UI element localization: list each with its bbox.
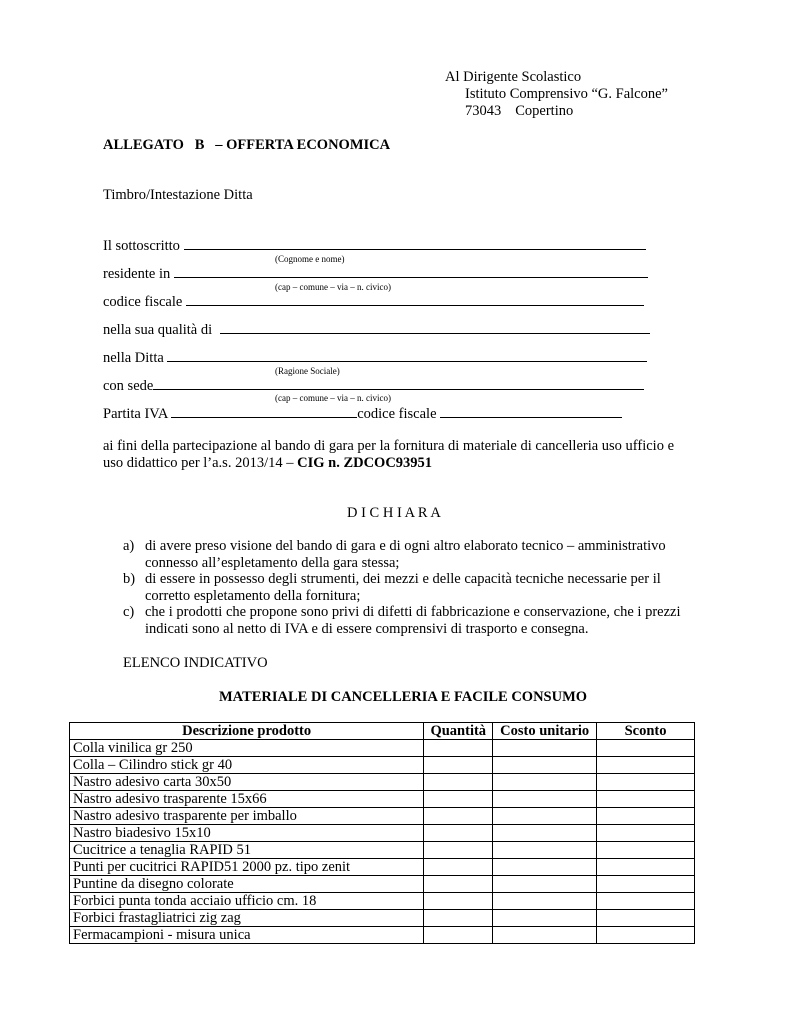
product-description-cell: Nastro biadesivo 15x10 xyxy=(70,825,424,842)
product-description-cell: Forbici punta tonda acciaio ufficio cm. 18 xyxy=(70,893,424,910)
discount-cell[interactable] xyxy=(597,893,695,910)
table-row xyxy=(70,893,695,910)
discount-cell[interactable] xyxy=(597,910,695,927)
table-row xyxy=(70,808,695,825)
table-row xyxy=(70,910,695,927)
header-quantita: Quantità xyxy=(424,723,493,740)
unit-cost-cell[interactable] xyxy=(493,927,597,944)
discount-cell[interactable] xyxy=(597,808,695,825)
quantity-cell[interactable] xyxy=(424,791,493,808)
discount-cell[interactable] xyxy=(597,859,695,876)
table-row xyxy=(70,825,695,842)
field-sottoscritto xyxy=(103,237,646,255)
declaration-item xyxy=(123,604,703,637)
field-sottoscritto-label: Il sottoscritto xyxy=(103,238,180,254)
product-description-cell: Colla vinilica gr 250 xyxy=(70,740,424,757)
unit-cost-cell[interactable] xyxy=(493,740,597,757)
discount-cell[interactable] xyxy=(597,740,695,757)
qualita-line[interactable] xyxy=(220,321,650,334)
unit-cost-cell[interactable] xyxy=(493,757,597,774)
items-table xyxy=(69,722,695,944)
unit-cost-cell[interactable] xyxy=(493,910,597,927)
cig-code: CIG n. ZDCOC93951 xyxy=(297,455,433,471)
product-description-cell: Colla – Cilindro stick gr 40 xyxy=(70,757,424,774)
list-heading: ELENCO INDICATIVO xyxy=(123,655,268,671)
field-sede-label: con sede xyxy=(103,378,154,394)
residente-hint: (cap – comune – via – n. civico) xyxy=(275,282,391,292)
declaration-mark: a) xyxy=(123,538,135,554)
declaration-line: di avere preso visione del bando di gara e di ogni altro elaborato tecnico – amministrativo xyxy=(145,538,666,554)
discount-cell[interactable] xyxy=(597,927,695,944)
sede-line[interactable] xyxy=(153,377,644,390)
quantity-cell[interactable] xyxy=(424,825,493,842)
field-residente xyxy=(103,265,648,283)
page-title: ALLEGATO B – OFFERTA ECONOMICA xyxy=(103,137,391,153)
field-partita-iva xyxy=(103,405,622,423)
stamp-label: Timbro/Intestazione Ditta xyxy=(103,187,253,203)
unit-cost-cell[interactable] xyxy=(493,893,597,910)
addressee-line2: Istituto Comprensivo “G. Falcone” xyxy=(465,86,668,102)
product-description-cell: Nastro adesivo trasparente 15x66 xyxy=(70,791,424,808)
declaration-line: che i prodotti che propone sono privi di difetti di fabbricazione e conservazione, che i prezzi xyxy=(145,604,681,620)
quantity-cell[interactable] xyxy=(424,927,493,944)
quantity-cell[interactable] xyxy=(424,910,493,927)
header-sconto: Sconto xyxy=(597,723,695,740)
discount-cell[interactable] xyxy=(597,842,695,859)
declaration-line: corretto espletamento della fornitura; xyxy=(145,587,361,604)
discount-cell[interactable] xyxy=(597,825,695,842)
declaration-mark: b) xyxy=(123,571,136,587)
discount-cell[interactable] xyxy=(597,774,695,791)
sede-hint: (cap – comune – via – n. civico) xyxy=(275,393,391,403)
discount-cell[interactable] xyxy=(597,876,695,893)
discount-cell[interactable] xyxy=(597,791,695,808)
unit-cost-cell[interactable] xyxy=(493,791,597,808)
field-codice-fiscale-label: codice fiscale xyxy=(103,294,183,310)
addressee-line3 xyxy=(465,103,573,120)
unit-cost-cell[interactable] xyxy=(493,774,597,791)
declaration-item xyxy=(123,538,703,571)
purpose-line1: ai fini della partecipazione al bando di gara per la fornitura di materiale di cancelleria uso ufficio e xyxy=(103,438,675,454)
residente-line[interactable] xyxy=(174,265,648,278)
quantity-cell[interactable] xyxy=(424,774,493,791)
table-header-row xyxy=(70,723,695,740)
product-description-cell: Forbici frastagliatrici zig zag xyxy=(70,910,424,927)
codice-fiscale-line[interactable] xyxy=(186,293,644,306)
ditta-line[interactable] xyxy=(167,349,647,362)
declaration-line: di essere in possesso degli strumenti, dei mezzi e delle capacità tecniche necessarie per il xyxy=(145,571,661,587)
quantity-cell[interactable] xyxy=(424,876,493,893)
unit-cost-cell[interactable] xyxy=(493,859,597,876)
table-row xyxy=(70,740,695,757)
header-descrizione: Descrizione prodotto xyxy=(70,723,424,740)
unit-cost-cell[interactable] xyxy=(493,876,597,893)
quantity-cell[interactable] xyxy=(424,859,493,876)
field-ditta-label: nella Ditta xyxy=(103,350,164,366)
table-row xyxy=(70,791,695,808)
addressee-cap: 73043 xyxy=(465,103,502,119)
table-row xyxy=(70,876,695,893)
declaration-line: connesso all’espletamento della gara stessa; xyxy=(145,554,400,571)
product-description-cell: Fermacampioni - misura unica xyxy=(70,927,424,944)
purpose-line2-text: uso didattico per l’a.s. 2013/14 – xyxy=(103,455,298,471)
product-description-cell: Punti per cucitrici RAPID51 2000 pz. tipo zenit xyxy=(70,859,424,876)
declaration-mark: c) xyxy=(123,604,135,620)
quantity-cell[interactable] xyxy=(424,740,493,757)
product-description-cell: Nastro adesivo trasparente per imballo xyxy=(70,808,424,825)
field-codice-fiscale2-label: codice fiscale xyxy=(357,406,437,422)
sottoscritto-line[interactable] xyxy=(184,237,646,250)
dichiara-heading: D I C H I A R A xyxy=(347,505,441,521)
table-row xyxy=(70,774,695,791)
discount-cell[interactable] xyxy=(597,757,695,774)
declaration-item xyxy=(123,571,703,604)
unit-cost-cell[interactable] xyxy=(493,825,597,842)
field-qualita xyxy=(103,321,650,339)
codice-fiscale2-line[interactable] xyxy=(440,405,622,418)
table-title: MATERIALE DI CANCELLERIA E FACILE CONSUMO xyxy=(219,689,588,705)
ditta-hint: (Ragione Sociale) xyxy=(275,366,340,376)
field-qualita-label: nella sua qualità di xyxy=(103,322,213,338)
purpose-line2 xyxy=(103,455,674,472)
quantity-cell[interactable] xyxy=(424,757,493,774)
field-codice-fiscale xyxy=(103,293,644,311)
table-row xyxy=(70,859,695,876)
table-row xyxy=(70,842,695,859)
sottoscritto-hint: (Cognome e nome) xyxy=(275,254,345,264)
quantity-cell[interactable] xyxy=(424,893,493,910)
items-body xyxy=(70,740,695,944)
declaration-line: indicati sono al netto di IVA e di essere comprensivi di trasporto e consegna. xyxy=(145,620,589,637)
field-partita-iva-label: Partita IVA xyxy=(103,406,168,422)
product-description-cell: Nastro adesivo carta 30x50 xyxy=(70,774,424,791)
addressee-line1: Al Dirigente Scolastico xyxy=(445,69,582,85)
product-description-cell: Puntine da disegno colorate xyxy=(70,876,424,893)
quantity-cell[interactable] xyxy=(424,842,493,859)
field-ditta xyxy=(103,349,647,367)
addressee-city: Copertino xyxy=(515,103,574,119)
table-row xyxy=(70,757,695,774)
unit-cost-cell[interactable] xyxy=(493,808,597,825)
field-residente-label: residente in xyxy=(103,266,171,282)
purpose-paragraph xyxy=(103,438,674,472)
product-description-cell: Cucitrice a tenaglia RAPID 51 xyxy=(70,842,424,859)
unit-cost-cell[interactable] xyxy=(493,842,597,859)
table-row xyxy=(70,927,695,944)
header-costo: Costo unitario xyxy=(493,723,597,740)
quantity-cell[interactable] xyxy=(424,808,493,825)
partita-iva-line[interactable] xyxy=(171,405,357,418)
declaration-list xyxy=(123,538,703,637)
